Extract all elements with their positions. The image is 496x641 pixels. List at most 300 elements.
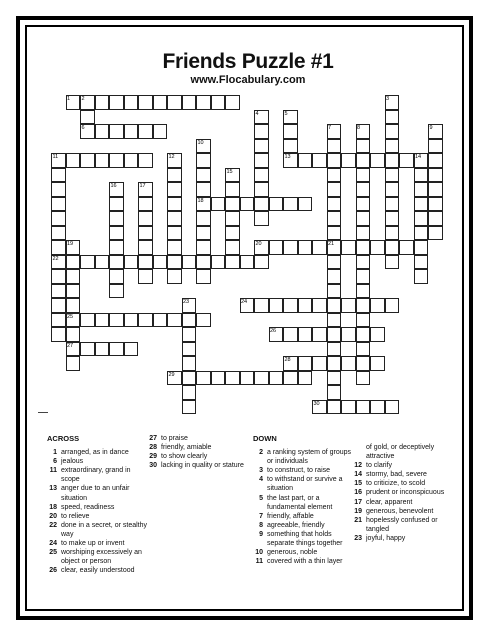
- grid-cell[interactable]: [327, 371, 342, 386]
- clue-item: [253, 475, 353, 493]
- grid-cell[interactable]: [225, 95, 240, 110]
- clue-number: 25: [49, 549, 57, 557]
- grid-cell[interactable]: [356, 153, 371, 168]
- grid-cell[interactable]: [254, 211, 269, 226]
- grid-cell[interactable]: [109, 284, 124, 299]
- clue-number: 15: [354, 480, 362, 488]
- grid-cell[interactable]: [109, 211, 124, 226]
- grid-cell[interactable]: [138, 226, 153, 241]
- grid-cell[interactable]: [385, 168, 400, 183]
- clue-number: 1: [53, 449, 57, 457]
- grid-cell[interactable]: [124, 95, 139, 110]
- grid-cell[interactable]: [385, 197, 400, 212]
- signature-line: [38, 412, 48, 413]
- grid-cell[interactable]: [196, 211, 211, 226]
- grid-cell[interactable]: [51, 168, 66, 183]
- clue-text: to clarify: [366, 462, 393, 470]
- grid-cell[interactable]: [298, 327, 313, 342]
- grid-cell[interactable]: [414, 255, 429, 270]
- clue-item: [352, 516, 452, 534]
- grid-cell[interactable]: [109, 153, 124, 168]
- grid-cell[interactable]: [225, 197, 240, 212]
- grid-cell[interactable]: [356, 197, 371, 212]
- grid-cell[interactable]: [66, 255, 81, 270]
- grid-cell[interactable]: [327, 385, 342, 400]
- grid-cell[interactable]: [254, 124, 269, 139]
- grid-cell[interactable]: [167, 240, 182, 255]
- grid-cell[interactable]: [109, 240, 124, 255]
- grid-cell[interactable]: [428, 226, 443, 241]
- clue-text: of gold, or deceptively attractive: [366, 444, 435, 461]
- clue-number: 11: [49, 467, 57, 475]
- grid-cell[interactable]: [225, 211, 240, 226]
- grid-cell[interactable]: [327, 313, 342, 328]
- grid-cell[interactable]: [66, 153, 81, 168]
- grid-cell[interactable]: [153, 255, 168, 270]
- grid-cell[interactable]: [327, 168, 342, 183]
- grid-cell[interactable]: [356, 240, 371, 255]
- grid-cell[interactable]: [327, 139, 342, 154]
- grid-cell[interactable]: [327, 255, 342, 270]
- clue-text: anger due to an unfair situation: [61, 485, 130, 502]
- grid-cell[interactable]: [240, 255, 255, 270]
- grid-cell[interactable]: [240, 197, 255, 212]
- clue-text: arranged, as in dance: [61, 449, 129, 457]
- clue-text: joyful, happy: [366, 534, 406, 542]
- grid-cell[interactable]: [283, 197, 298, 212]
- grid-cell[interactable]: [341, 240, 356, 255]
- grid-cell[interactable]: [254, 139, 269, 154]
- grid-cell[interactable]: [370, 153, 385, 168]
- grid-cell[interactable]: [95, 153, 110, 168]
- grid-cell[interactable]: [211, 95, 226, 110]
- grid-cell[interactable]: [167, 168, 182, 183]
- grid-cell[interactable]: [385, 153, 400, 168]
- grid-cell[interactable]: [385, 211, 400, 226]
- grid-cell[interactable]: [385, 110, 400, 125]
- grid-cell[interactable]: [124, 342, 139, 357]
- grid-cell[interactable]: [124, 124, 139, 139]
- grid-clue-number: 4: [255, 110, 259, 117]
- clue-item: [147, 452, 247, 461]
- grid-cell[interactable]: [109, 255, 124, 270]
- grid-cell[interactable]: [80, 153, 95, 168]
- grid-cell[interactable]: [51, 182, 66, 197]
- grid-cell[interactable]: [225, 182, 240, 197]
- grid-cell[interactable]: [196, 95, 211, 110]
- clue-text: to construct, to raise: [267, 467, 331, 475]
- grid-cell[interactable]: [414, 197, 429, 212]
- grid-cell[interactable]: [80, 255, 95, 270]
- grid-cell[interactable]: [167, 313, 182, 328]
- grid-cell[interactable]: [414, 226, 429, 241]
- grid-cell[interactable]: [225, 240, 240, 255]
- grid-cell[interactable]: [167, 211, 182, 226]
- grid-cell[interactable]: [153, 124, 168, 139]
- grid-clue-number: 25: [67, 313, 74, 320]
- clue-number: 27: [149, 435, 157, 442]
- grid-cell[interactable]: [385, 400, 400, 415]
- grid-cell[interactable]: [196, 153, 211, 168]
- grid-cell[interactable]: [327, 153, 342, 168]
- grid-cell[interactable]: [66, 356, 81, 371]
- grid-cell[interactable]: [385, 182, 400, 197]
- clue-text: hopelessly confused or tangled: [366, 516, 438, 533]
- clue-number: 14: [354, 471, 362, 479]
- clue-number: 22: [49, 521, 57, 529]
- grid-cell[interactable]: [211, 371, 226, 386]
- grid-clue-number: 7: [328, 125, 332, 131]
- grid-cell[interactable]: [254, 182, 269, 197]
- grid-cell[interactable]: [153, 313, 168, 328]
- grid-cell[interactable]: [356, 371, 371, 386]
- grid-cell[interactable]: [182, 313, 197, 328]
- grid-cell[interactable]: [138, 95, 153, 110]
- clue-item: [47, 484, 147, 502]
- grid-cell[interactable]: [196, 226, 211, 241]
- clue-text: friendly, amiable: [161, 444, 212, 452]
- grid-cell[interactable]: [269, 240, 284, 255]
- grid-cell[interactable]: [327, 400, 342, 415]
- grid-clue-number: 5: [284, 110, 288, 117]
- grid-cell[interactable]: [269, 371, 284, 386]
- grid-cell[interactable]: [196, 313, 211, 328]
- grid-cell[interactable]: [138, 269, 153, 284]
- grid-cell[interactable]: [66, 298, 81, 313]
- clue-text: to praise: [161, 435, 188, 442]
- down-clues-column-2: [352, 434, 452, 543]
- grid-cell[interactable]: [428, 168, 443, 183]
- grid-cell[interactable]: [254, 168, 269, 183]
- grid-cell[interactable]: [327, 197, 342, 212]
- clue-item: [253, 512, 353, 521]
- clue-item: [253, 530, 353, 548]
- grid-cell[interactable]: [66, 284, 81, 299]
- grid-cell[interactable]: [254, 371, 269, 386]
- grid-cell[interactable]: [254, 197, 269, 212]
- grid-cell[interactable]: [385, 255, 400, 270]
- grid-cell[interactable]: [182, 327, 197, 342]
- clue-item: [352, 479, 452, 488]
- clue-number: 8: [259, 521, 263, 529]
- grid-cell[interactable]: [167, 226, 182, 241]
- grid-cell[interactable]: [341, 298, 356, 313]
- grid-cell[interactable]: [356, 211, 371, 226]
- grid-cell[interactable]: [356, 139, 371, 154]
- grid-cell[interactable]: [51, 313, 66, 328]
- grid-cell[interactable]: [356, 298, 371, 313]
- grid-clue-number: 14: [415, 154, 422, 160]
- clue-item: [47, 521, 147, 539]
- grid-cell[interactable]: [124, 153, 139, 168]
- grid-clue-number: 16: [110, 183, 117, 189]
- grid-cell[interactable]: [95, 95, 110, 110]
- clue-text: to relieve: [61, 512, 90, 520]
- grid-cell[interactable]: [109, 124, 124, 139]
- grid-clue-number: 21: [328, 241, 335, 247]
- clue-number: 28: [149, 444, 157, 452]
- grid-cell[interactable]: [196, 182, 211, 197]
- grid-clue-number: 22: [52, 255, 59, 262]
- clue-item: [253, 448, 353, 466]
- grid-clue-number: 20: [255, 241, 262, 247]
- clue-item: [352, 488, 452, 497]
- grid-cell[interactable]: [341, 327, 356, 342]
- grid-cell[interactable]: [428, 139, 443, 154]
- grid-cell[interactable]: [225, 255, 240, 270]
- clue-text: to show clearly: [161, 453, 208, 461]
- grid-cell[interactable]: [385, 124, 400, 139]
- down-clues-column-1: [253, 434, 353, 566]
- grid-cell[interactable]: [211, 197, 226, 212]
- clue-item: [47, 512, 147, 521]
- grid-cell[interactable]: [341, 400, 356, 415]
- grid-cell[interactable]: [283, 124, 298, 139]
- grid-cell[interactable]: [385, 139, 400, 154]
- grid-cell[interactable]: [312, 356, 327, 371]
- grid-cell[interactable]: [254, 153, 269, 168]
- grid-cell[interactable]: [298, 197, 313, 212]
- clue-text: to withstand or survive a situation: [267, 476, 343, 493]
- grid-clue-number: 12: [168, 154, 175, 160]
- grid-cell[interactable]: [283, 327, 298, 342]
- grid-cell[interactable]: [269, 298, 284, 313]
- clue-text: worshiping excessively an object or person: [61, 549, 142, 566]
- grid-cell[interactable]: [356, 182, 371, 197]
- grid-cell[interactable]: [196, 269, 211, 284]
- grid-cell[interactable]: [138, 255, 153, 270]
- grid-clue-number: 15: [226, 168, 233, 175]
- grid-cell[interactable]: [356, 400, 371, 415]
- grid-cell[interactable]: [356, 356, 371, 371]
- grid-cell[interactable]: [370, 400, 385, 415]
- grid-cell[interactable]: [327, 298, 342, 313]
- clue-number: 29: [149, 453, 157, 461]
- grid-cell[interactable]: [428, 182, 443, 197]
- grid-clue-number: 29: [168, 371, 175, 378]
- clue-number: 16: [354, 489, 362, 497]
- grid-cell[interactable]: [182, 95, 197, 110]
- grid-cell[interactable]: [428, 153, 443, 168]
- grid-clue-number: 17: [139, 183, 146, 189]
- grid-cell[interactable]: [109, 342, 124, 357]
- grid-cell[interactable]: [298, 153, 313, 168]
- clue-number: 21: [354, 516, 362, 524]
- grid-cell[interactable]: [182, 385, 197, 400]
- grid-cell[interactable]: [196, 168, 211, 183]
- grid-cell[interactable]: [182, 342, 197, 357]
- grid-clue-number: 24: [241, 299, 248, 305]
- clue-item: [47, 548, 147, 566]
- grid-cell[interactable]: [138, 313, 153, 328]
- grid-cell[interactable]: [167, 269, 182, 284]
- grid-cell[interactable]: [414, 168, 429, 183]
- clue-item: [352, 443, 452, 461]
- grid-cell[interactable]: [196, 255, 211, 270]
- clue-item: [47, 539, 147, 548]
- grid-cell[interactable]: [182, 255, 197, 270]
- grid-cell[interactable]: [298, 240, 313, 255]
- grid-cell[interactable]: [80, 342, 95, 357]
- grid-cell[interactable]: [167, 255, 182, 270]
- grid-cell[interactable]: [312, 327, 327, 342]
- grid-cell[interactable]: [312, 298, 327, 313]
- grid-cell[interactable]: [196, 371, 211, 386]
- grid-cell[interactable]: [414, 269, 429, 284]
- clue-text: extraordinary, grand in scope: [61, 467, 131, 484]
- grid-cell[interactable]: [109, 95, 124, 110]
- grid-cell[interactable]: [138, 211, 153, 226]
- grid-cell[interactable]: [254, 298, 269, 313]
- grid-cell[interactable]: [196, 240, 211, 255]
- grid-cell[interactable]: [370, 298, 385, 313]
- grid-cell[interactable]: [414, 211, 429, 226]
- grid-cell[interactable]: [327, 342, 342, 357]
- grid-cell[interactable]: [153, 95, 168, 110]
- grid-cell[interactable]: [428, 211, 443, 226]
- grid-cell[interactable]: [109, 269, 124, 284]
- clue-item: [352, 534, 452, 543]
- clue-item: [253, 548, 353, 557]
- grid-cell[interactable]: [80, 313, 95, 328]
- grid-cell[interactable]: [138, 240, 153, 255]
- grid-cell[interactable]: [167, 182, 182, 197]
- clue-text: to make up or invent: [61, 540, 125, 548]
- grid-clue-number: 30: [313, 400, 320, 407]
- clue-text: prudent or inconspicuous: [366, 489, 445, 497]
- clue-number: 17: [354, 498, 362, 506]
- clue-item: [47, 457, 147, 466]
- grid-cell[interactable]: [327, 211, 342, 226]
- clue-text: stormy, bad, severe: [366, 471, 427, 479]
- clue-number: 11: [255, 558, 263, 566]
- grid-cell[interactable]: [66, 269, 81, 284]
- grid-cell[interactable]: [385, 298, 400, 313]
- grid-cell[interactable]: [298, 371, 313, 386]
- down-header: DOWN: [253, 434, 277, 443]
- grid-cell[interactable]: [167, 95, 182, 110]
- grid-cell[interactable]: [327, 182, 342, 197]
- grid-cell[interactable]: [95, 255, 110, 270]
- grid-cell[interactable]: [225, 371, 240, 386]
- grid-cell[interactable]: [414, 240, 429, 255]
- grid-cell[interactable]: [356, 269, 371, 284]
- clue-text: jealous: [61, 458, 84, 466]
- clue-item: [147, 434, 247, 443]
- grid-cell[interactable]: [51, 211, 66, 226]
- grid-cell[interactable]: [356, 284, 371, 299]
- grid-cell[interactable]: [327, 327, 342, 342]
- grid-cell[interactable]: [51, 197, 66, 212]
- grid-cell[interactable]: [51, 284, 66, 299]
- grid-cell[interactable]: [341, 356, 356, 371]
- grid-cell[interactable]: [51, 240, 66, 255]
- grid-cell[interactable]: [109, 197, 124, 212]
- grid-cell[interactable]: [356, 226, 371, 241]
- grid-cell[interactable]: [124, 313, 139, 328]
- grid-cell[interactable]: [399, 240, 414, 255]
- clue-item: [47, 503, 147, 512]
- grid-cell[interactable]: [182, 356, 197, 371]
- grid-cell[interactable]: [283, 240, 298, 255]
- grid-cell[interactable]: [312, 240, 327, 255]
- clue-text: clear, easily understood: [61, 567, 135, 575]
- grid-cell[interactable]: [370, 327, 385, 342]
- grid-cell[interactable]: [51, 226, 66, 241]
- clue-number: 7: [259, 512, 263, 520]
- grid-cell[interactable]: [283, 371, 298, 386]
- grid-cell[interactable]: [414, 182, 429, 197]
- grid-cell[interactable]: [51, 327, 66, 342]
- clue-item: [253, 521, 353, 530]
- grid-cell[interactable]: [124, 255, 139, 270]
- grid-cell[interactable]: [298, 356, 313, 371]
- grid-cell[interactable]: [182, 371, 197, 386]
- grid-cell[interactable]: [370, 240, 385, 255]
- clue-number: 4: [259, 476, 263, 484]
- grid-cell[interactable]: [167, 197, 182, 212]
- grid-cell[interactable]: [95, 124, 110, 139]
- grid-cell[interactable]: [341, 153, 356, 168]
- grid-cell[interactable]: [327, 226, 342, 241]
- grid-cell[interactable]: [51, 298, 66, 313]
- grid-cell[interactable]: [356, 255, 371, 270]
- grid-cell[interactable]: [312, 153, 327, 168]
- grid-cell[interactable]: [109, 313, 124, 328]
- grid-clue-number: 8: [357, 125, 361, 131]
- across-clues-column-1: [47, 434, 147, 575]
- grid-cell[interactable]: [138, 124, 153, 139]
- grid-cell[interactable]: [283, 139, 298, 154]
- grid-cell[interactable]: [240, 371, 255, 386]
- grid-cell[interactable]: [225, 226, 240, 241]
- clue-text: lacking in quality or stature: [161, 462, 244, 470]
- grid-cell[interactable]: [66, 327, 81, 342]
- grid-cell[interactable]: [138, 153, 153, 168]
- grid-cell[interactable]: [356, 168, 371, 183]
- puzzle-title: Friends Puzzle #1: [162, 50, 334, 73]
- grid-cell[interactable]: [182, 400, 197, 415]
- clue-item: [352, 461, 452, 470]
- grid-cell[interactable]: [254, 255, 269, 270]
- grid-cell[interactable]: [211, 255, 226, 270]
- grid-cell[interactable]: [327, 356, 342, 371]
- grid-cell[interactable]: [109, 226, 124, 241]
- grid-cell[interactable]: [51, 269, 66, 284]
- grid-cell[interactable]: [385, 240, 400, 255]
- grid-cell[interactable]: [356, 313, 371, 328]
- grid-cell[interactable]: [269, 197, 284, 212]
- grid-cell[interactable]: [370, 356, 385, 371]
- clue-text: something that holds separate things together: [267, 530, 343, 548]
- clue-item: [147, 443, 247, 452]
- clue-item: [47, 448, 147, 457]
- grid-cell[interactable]: [298, 298, 313, 313]
- grid-cell[interactable]: [327, 284, 342, 299]
- grid-cell[interactable]: [95, 313, 110, 328]
- grid-cell[interactable]: [283, 298, 298, 313]
- grid-cell[interactable]: [399, 153, 414, 168]
- grid-cell[interactable]: [428, 197, 443, 212]
- grid-cell[interactable]: [95, 342, 110, 357]
- grid-cell[interactable]: [356, 327, 371, 342]
- grid-cell[interactable]: [138, 197, 153, 212]
- website-url: www.Flocabulary.com: [190, 74, 306, 86]
- grid-cell[interactable]: [385, 226, 400, 241]
- grid-cell[interactable]: [327, 269, 342, 284]
- grid-cell[interactable]: [80, 110, 95, 125]
- grid-cell[interactable]: [356, 342, 371, 357]
